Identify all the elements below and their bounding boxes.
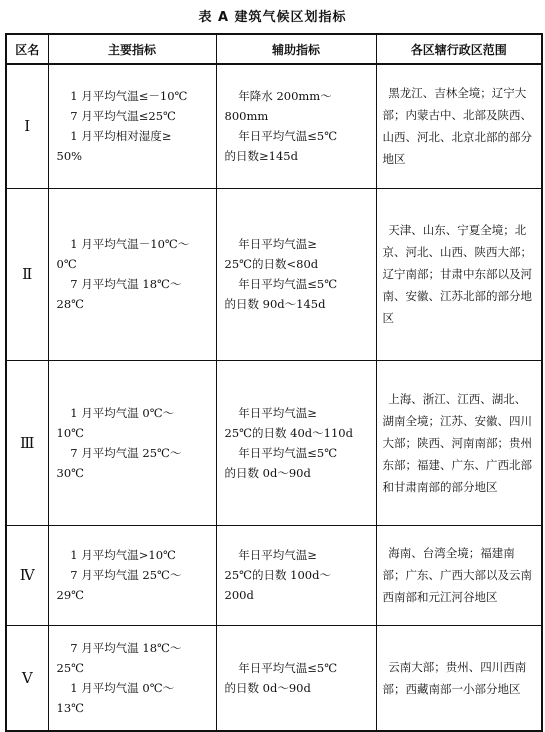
main-index-line: 10℃: [56, 425, 84, 440]
aux-index-line: 年日平均气温≤5℃: [238, 445, 338, 460]
main-index-line: 1 月平均气温 0℃～: [70, 680, 175, 695]
region-cell: [376, 64, 542, 188]
main-index-line: 30℃: [56, 465, 84, 480]
aux-index-line: 年日平均气温≥: [238, 548, 317, 562]
aux-index-cell: [216, 64, 376, 188]
table-row: [6, 525, 542, 625]
aux-index-line: 年日平均气温≥: [238, 237, 317, 251]
main-index-line: 1 月平均相对湿度≥: [70, 129, 172, 144]
table-row: [6, 64, 542, 188]
header-aux-index: 辅助指标: [216, 34, 376, 64]
aux-index-line: 年日平均气温≥: [238, 405, 317, 420]
main-index-line: 7 月平均气温 18℃～: [70, 277, 182, 291]
aux-index-line: 的日数 0d～90d: [224, 465, 311, 480]
main-index-line: 28℃: [56, 297, 84, 311]
main-index-line: 50%: [56, 149, 83, 164]
main-index-line: 29℃: [56, 588, 84, 602]
main-index-line: 1 月平均气温－10℃～: [70, 237, 190, 251]
main-index-cell: [48, 64, 216, 188]
region-text: 黑龙江、吉林全境；辽宁大部；内蒙古中、北部及陕西、山西、河北、北京北部的部分地区: [382, 86, 532, 167]
aux-index-cell: [216, 360, 376, 525]
zone-name: Ⅳ: [6, 525, 48, 625]
table-row: [6, 360, 542, 525]
table-row: [6, 625, 542, 731]
region-cell: [376, 360, 542, 525]
aux-index-cell: [216, 625, 376, 731]
zone-name: Ⅱ: [6, 188, 48, 360]
main-index-cell: [48, 360, 216, 525]
region-text: 云南大部；贵州、四川西南部；西藏南部一小部分地区: [382, 659, 527, 696]
aux-index-line: 的日数 90d～145d: [224, 297, 326, 311]
aux-index-cell: [216, 188, 376, 360]
main-index-line: 1 月平均气温 0℃～: [70, 405, 175, 420]
main-index-line: 1 月平均气温≤－10℃: [70, 89, 188, 104]
header-main-index: 主要指标: [48, 34, 216, 64]
header-region: 各区辖行政区范围: [376, 34, 542, 64]
aux-index-line: 的日数≥145d: [224, 149, 298, 164]
main-index-line: 0℃: [56, 257, 77, 271]
region-text: 上海、浙江、江西、湖北、湖南全境；江苏、安徽、四川大部；陕西、河南南部；贵州东部；福建、广东、广西北部和甘肃南部的部分地区: [382, 391, 532, 494]
region-text: 海南、台湾全境；福建南部；广东、广西大部以及云南西南部和元江河谷地区: [382, 546, 532, 604]
aux-index-line: 的日数 0d～90d: [224, 680, 311, 695]
main-index-line: 7 月平均气温≤25℃: [70, 109, 176, 124]
header-zone: 区名: [6, 34, 48, 64]
header-row: [6, 34, 542, 64]
aux-index-line: 年日平均气温≤5℃: [238, 129, 338, 144]
aux-index-cell: [216, 525, 376, 625]
aux-index-line: 25℃的日数<80d: [224, 257, 319, 271]
zone-name: Ⅴ: [6, 625, 48, 731]
aux-index-line: 年降水 200mm～: [238, 89, 332, 104]
zone-name: Ⅰ: [6, 64, 48, 188]
aux-index-line: 年日平均气温≤5℃: [238, 277, 338, 291]
table-title: 表 A 建筑气候区划指标: [198, 10, 347, 25]
aux-index-line: 800mm: [224, 109, 269, 124]
region-cell: [376, 625, 542, 731]
main-index-cell: [48, 188, 216, 360]
region-text: 天津、山东、宁夏全境；北京、河北、山西、陕西大部；辽宁南部；甘肃中东部以及河南、安徽、江苏北部的部分地区: [382, 223, 532, 325]
main-index-cell: [48, 525, 216, 625]
main-index-cell: [48, 625, 216, 731]
main-index-line: 7 月平均气温 18℃～: [70, 640, 182, 655]
main-index-line: 13℃: [56, 700, 84, 715]
climate-zone-table: [5, 33, 543, 732]
main-index-line: 25℃: [56, 660, 84, 675]
main-index-line: 7 月平均气温 25℃～: [70, 445, 182, 460]
aux-index-line: 200d: [224, 588, 254, 602]
main-index-line: 7 月平均气温 25℃～: [70, 568, 182, 582]
aux-index-line: 25℃的日数 40d～110d: [224, 425, 353, 440]
aux-index-line: 年日平均气温≤5℃: [238, 660, 338, 675]
main-index-line: 1 月平均气温>10℃: [70, 548, 176, 562]
aux-index-line: 25℃的日数 100d～: [224, 568, 331, 582]
region-cell: [376, 525, 542, 625]
table-row: [6, 188, 542, 360]
region-cell: [376, 188, 542, 360]
zone-name: Ⅲ: [6, 360, 48, 525]
